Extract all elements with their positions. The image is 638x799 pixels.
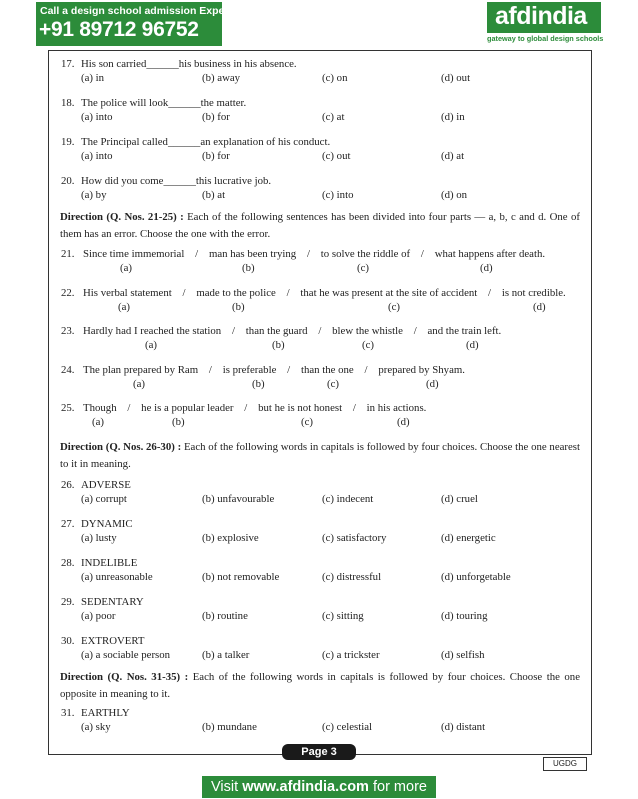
answer-option: (b) explosive — [202, 532, 259, 544]
direction-text: Each of the following words in capitals is followed by four choices. Choose the one opposite in meaning to it. — [60, 671, 580, 700]
answer-option: (a) into — [81, 150, 113, 162]
logo-tagline: gateway to global design schools — [487, 34, 604, 43]
part-marker: (d) — [426, 378, 439, 390]
question-number: 27. — [61, 518, 75, 530]
answer-option: (a) poor — [81, 610, 116, 622]
answer-option: (d) energetic — [441, 532, 496, 544]
answer-option: (c) into — [322, 189, 354, 201]
question-text: INDELIBLE — [81, 557, 138, 569]
direction-31-35 — [60, 669, 580, 703]
question-text: ADVERSE — [81, 479, 131, 491]
answer-option: (a) in — [81, 72, 105, 84]
question-number: 28. — [61, 557, 75, 569]
sentence-parts: Hardly had I reached the station / than the guard / blew the whistle / and the train left. — [83, 325, 502, 337]
question-number: 31. — [61, 707, 75, 719]
question-number: 30. — [61, 635, 75, 647]
direction-26-30 — [60, 439, 580, 473]
part-marker: (d) — [480, 262, 493, 274]
answer-option: (c) a trickster — [322, 649, 380, 661]
part-marker: (a) — [133, 378, 145, 390]
answer-option: (d) at — [441, 150, 465, 162]
part-marker: (b) — [242, 262, 255, 274]
part-marker: (c) — [388, 301, 400, 313]
part-marker: (d) — [466, 339, 479, 351]
answer-option: (a) sky — [81, 721, 111, 733]
answer-option: (a) a sociable person — [81, 649, 171, 661]
answer-option: (b) a talker — [202, 649, 250, 661]
answer-option: (b) away — [202, 72, 241, 84]
question-text: How did you come______this lucrative job. — [81, 175, 272, 187]
answer-option: (b) routine — [202, 610, 248, 622]
part-marker: (c) — [327, 378, 339, 390]
part-marker: (a) — [92, 416, 104, 428]
answer-option: (c) distressful — [322, 571, 382, 583]
visit-banner[interactable] — [202, 776, 436, 798]
part-marker: (b) — [272, 339, 285, 351]
direction-text: Each of the following sentences has been divided into four parts — a, b, c and d. One of them has an error. Choose the one with the error. — [60, 211, 580, 240]
question-text: EARTHLY — [81, 707, 130, 719]
answer-option: (b) unfavourable — [202, 493, 275, 505]
sentence-parts: Though / he is a popular leader / but he is not honest / in his actions. — [83, 402, 427, 414]
answer-option: (d) on — [441, 189, 468, 201]
part-marker: (b) — [252, 378, 265, 390]
answer-option: (b) for — [202, 150, 230, 162]
answer-option: (b) for — [202, 111, 230, 123]
answer-option: (b) mundane — [202, 721, 257, 733]
answer-option: (d) out — [441, 72, 471, 84]
answer-option: (c) out — [322, 150, 351, 162]
question-number: 17. — [61, 58, 75, 70]
answer-option: (d) touring — [441, 610, 488, 622]
answer-option: (b) at — [202, 189, 226, 201]
afdindia-logo[interactable] — [487, 2, 604, 44]
answer-option: (a) corrupt — [81, 493, 127, 505]
question-number: 29. — [61, 596, 75, 608]
answer-option: (a) by — [81, 189, 107, 201]
direction-label: Direction (Q. Nos. 21-25) : — [60, 211, 184, 223]
answer-option: (c) celestial — [322, 721, 373, 733]
visit-url[interactable]: www.afdindia.com — [242, 779, 369, 795]
sentence-parts: The plan prepared by Ram / is preferable / than the one / prepared by Shyam. — [83, 364, 465, 376]
part-marker: (b) — [172, 416, 185, 428]
helpline-phone[interactable]: +91 89712 96752 — [39, 18, 199, 41]
question-text: The police will look______the matter. — [81, 97, 247, 109]
part-marker: (c) — [357, 262, 369, 274]
visit-prefix: Visit — [211, 779, 243, 795]
helpline-banner — [36, 2, 248, 46]
part-marker: (c) — [362, 339, 374, 351]
part-marker: (d) — [397, 416, 410, 428]
question-text: SEDENTARY — [81, 596, 144, 608]
question-text: The Principal called______an explanation of his conduct. — [81, 136, 331, 148]
question-number: 24. — [61, 364, 75, 376]
question-number: 25. — [61, 402, 75, 414]
answer-option: (d) unforgetable — [441, 571, 511, 583]
question-number: 19. — [61, 136, 75, 148]
direction-label: Direction (Q. Nos. 26-30) : — [60, 441, 182, 453]
question-number: 22. — [61, 287, 75, 299]
answer-option: (c) indecent — [322, 493, 374, 505]
part-marker: (b) — [232, 301, 245, 313]
paper-code: UGDG — [543, 757, 587, 771]
part-marker: (c) — [301, 416, 313, 428]
sentence-parts: His verbal statement / made to the police / that he was present at the site of accident / is not credible. — [83, 287, 566, 299]
question-text: DYNAMIC — [81, 518, 133, 530]
logo-text: afdindia — [495, 2, 587, 30]
part-marker: (a) — [118, 301, 130, 313]
question-number: 23. — [61, 325, 75, 337]
direction-text: Each of the following words in capitals is followed by four choices. Choose the one nearest to it in meaning. — [60, 441, 580, 470]
answer-option: (d) in — [441, 111, 465, 123]
answer-option: (d) selfish — [441, 649, 485, 661]
part-marker: (a) — [120, 262, 132, 274]
answer-option: (c) on — [322, 72, 348, 84]
question-text: His son carried______his business in his absence. — [81, 58, 297, 70]
question-number: 18. — [61, 97, 75, 109]
helpline-caption: Call a design school admission Expert on — [40, 5, 248, 17]
answer-option: (c) sitting — [322, 610, 364, 622]
answer-option: (d) cruel — [441, 493, 478, 505]
answer-option: (c) satisfactory — [322, 532, 387, 544]
answer-option: (a) lusty — [81, 532, 117, 544]
answer-option: (a) unreasonable — [81, 571, 153, 583]
question-text: EXTROVERT — [81, 635, 145, 647]
answer-option: (c) at — [322, 111, 345, 123]
question-number: 21. — [61, 248, 75, 260]
direction-21-25 — [60, 209, 580, 243]
answer-option: (b) not removable — [202, 571, 280, 583]
answer-option: (a) into — [81, 111, 113, 123]
part-marker: (a) — [145, 339, 157, 351]
part-marker: (d) — [533, 301, 546, 313]
direction-label: Direction (Q. Nos. 31-35) : — [60, 671, 189, 683]
question-number: 26. — [61, 479, 75, 491]
sentence-parts: Since time immemorial / man has been trying / to solve the riddle of / what happens after death. — [83, 248, 546, 260]
page-number: Page 3 — [282, 744, 356, 760]
answer-option: (d) distant — [441, 721, 486, 733]
visit-suffix: for more — [368, 779, 427, 795]
question-number: 20. — [61, 175, 75, 187]
